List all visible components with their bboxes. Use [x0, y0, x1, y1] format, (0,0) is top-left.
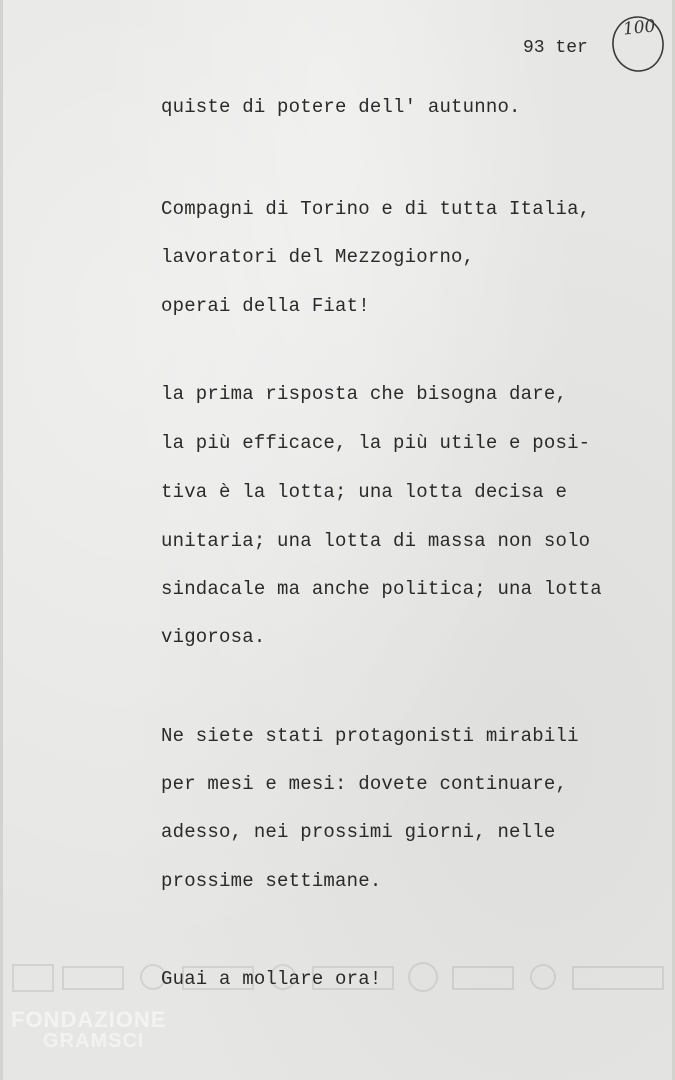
text-line: Ne siete stati protagonisti mirabili	[161, 725, 579, 747]
page-number: 93 ter	[523, 38, 588, 58]
text-line: lavoratori del Mezzogiorno,	[161, 246, 475, 268]
watermark-line1: FONDAZIONE	[11, 1007, 167, 1032]
text-line: tiva è la lotta; una lotta decisa e	[161, 481, 568, 503]
text-line: sindacale ma anche politica; una lotta	[161, 578, 602, 600]
archive-number: 100	[622, 16, 657, 40]
text-line: Compagni di Torino e di tutta Italia,	[161, 198, 591, 220]
text-line: prossime settimane.	[161, 870, 382, 892]
text-line: la più efficace, la più utile e posi-	[161, 432, 591, 454]
text-line: vigorosa.	[161, 626, 266, 648]
text-line: per mesi e mesi: dovete continuare,	[161, 773, 568, 795]
text-line: quiste di potere dell' autunno.	[161, 96, 521, 118]
text-line: operai della Fiat!	[161, 295, 370, 317]
text-line: Guai a mollare ora!	[161, 968, 382, 990]
text-line: unitaria; una lotta di massa non solo	[161, 530, 591, 552]
watermark-line2: GRAMSCI	[43, 1030, 145, 1052]
text-line: adesso, nei prossimi giorni, nelle	[161, 821, 556, 843]
text-line: la prima risposta che bisogna dare,	[161, 383, 568, 405]
